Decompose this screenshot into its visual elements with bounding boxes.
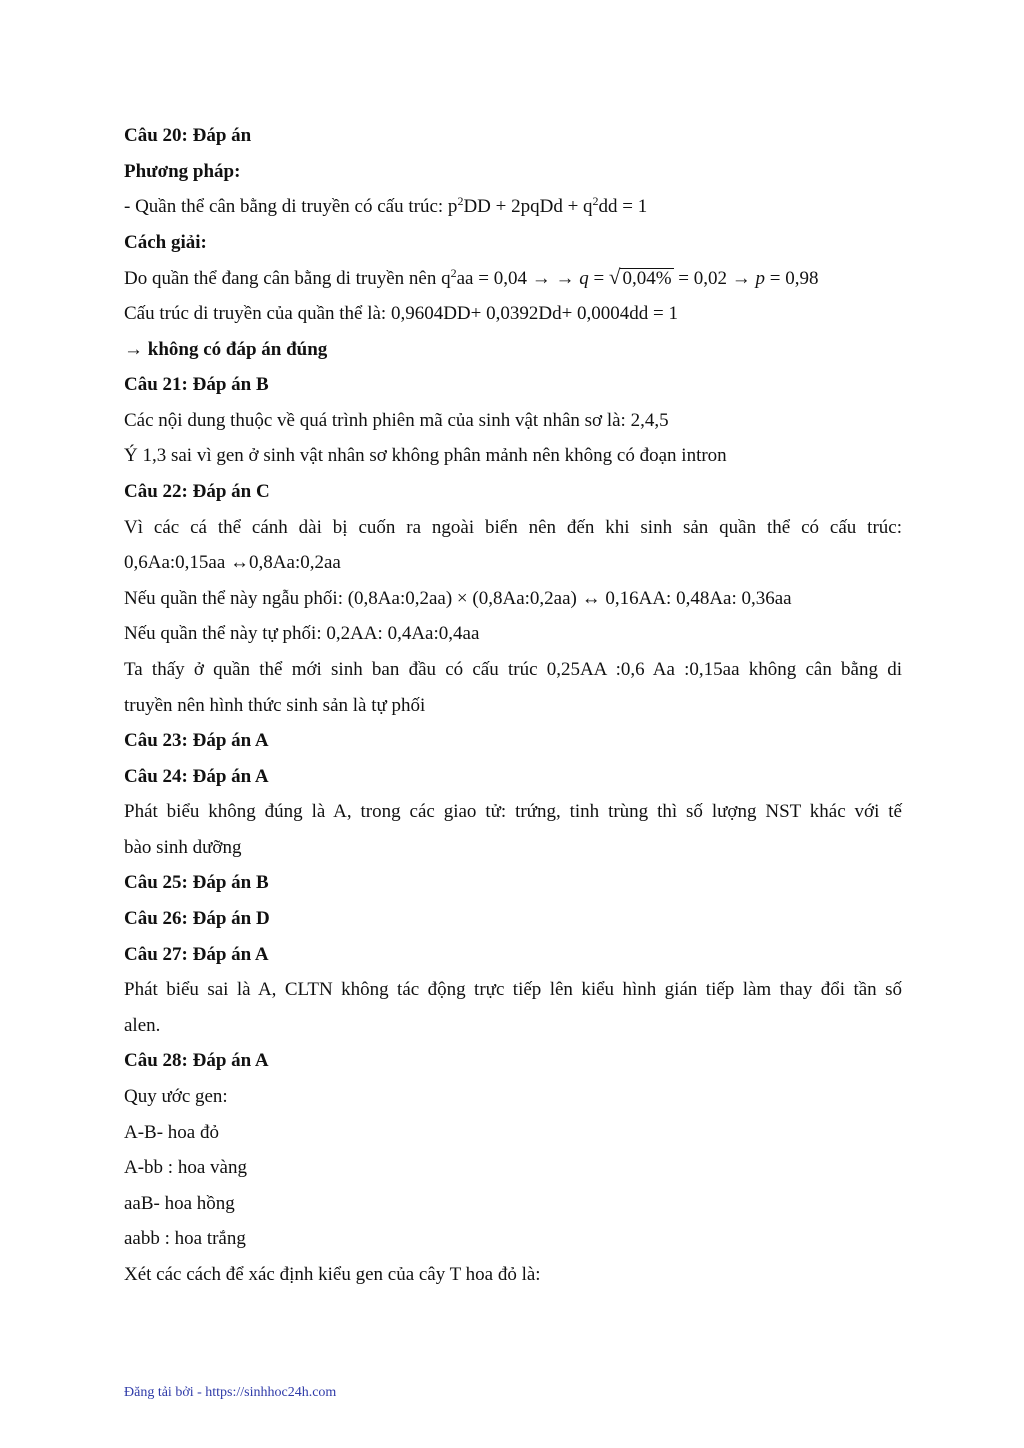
method-heading: Phương pháp: xyxy=(124,160,241,182)
paragraph: Xét các cách để xác định kiểu gen của cây T hoa đỏ là: xyxy=(124,1264,541,1285)
square-root: 0,04% xyxy=(622,268,672,290)
question-21-heading: Câu 21: Đáp án B xyxy=(124,374,269,396)
paragraph: truyền nên hình thức sinh sản là tự phối xyxy=(124,694,426,716)
paragraph: Nếu quần thể này ngẫu phối: (0,8Aa:0,2aa) × (0,8Aa:0,2aa) ↔ 0,16AA: 0,48Aa: 0,36aa xyxy=(124,587,792,609)
paragraph: alen. xyxy=(124,1014,161,1036)
question-26-heading: Câu 26: Đáp án D xyxy=(124,908,270,930)
paragraph: Quy ước gen: xyxy=(124,1086,228,1108)
no-correct-answer: → không có đáp án đúng xyxy=(124,338,328,360)
question-20-heading: Câu 20: Đáp án xyxy=(124,125,252,146)
question-23-heading: Câu 23: Đáp án A xyxy=(124,730,269,752)
paragraph: Vì các cá thể cánh dài bị cuốn ra ngoài biển nên đến khi sinh sản quần thể có cấu trúc: xyxy=(124,516,902,538)
frequency-calculation: Do quần thể đang cân bằng di truyền nên $q^2aa = 0,04$ → → q = √ 0,04% = 0,02 → p = 0,98 xyxy=(124,265,819,290)
gene-convention: aabb : hoa trắng xyxy=(124,1228,246,1250)
question-28-heading: Câu 28: Đáp án A xyxy=(124,1050,269,1072)
paragraph: bào sinh dưỡng xyxy=(124,836,242,858)
paragraph: Phát biểu sai là A, CLTN không tác động trực tiếp lên kiểu hình gián tiếp làm thay đổi tần số xyxy=(124,979,902,1001)
paragraph: Nếu quần thể này tự phối: 0,2AA: 0,4Aa:0,4aa xyxy=(124,623,480,645)
question-27-heading: Câu 27: Đáp án A xyxy=(124,943,269,965)
question-25-heading: Câu 25: Đáp án B xyxy=(124,872,269,894)
genetic-structure: Cấu trúc di truyền của quần thể là: 0,9604DD+ 0,0392Dd+ 0,0004dd = 1 xyxy=(124,302,679,324)
hardy-weinberg-formula: - Quần thể cân bằng di truyền có cấu trúc: $p^2DD$ + 2pqDd + $q^2dd = 1$ xyxy=(124,194,648,218)
paragraph: Các nội dung thuộc về quá trình phiên mã của sinh vật nhân sơ là: 2,4,5 xyxy=(124,409,669,431)
paragraph: 0,6Aa:0,15aa ↔0,8Aa:0,2aa xyxy=(124,552,341,574)
footer-link[interactable]: Đăng tải bởi - https://sinhhoc24h.com xyxy=(124,1385,337,1400)
gene-convention: A-bb : hoa vàng xyxy=(124,1157,247,1179)
question-22-heading: Câu 22: Đáp án C xyxy=(124,480,270,502)
document-body xyxy=(124,118,902,1293)
gene-convention: aaB- hoa hồng xyxy=(124,1192,235,1214)
solution-heading: Cách giải: xyxy=(124,231,207,253)
paragraph: Ý 1,3 sai vì gen ở sinh vật nhân sơ không phân mảnh nên không có đoạn intron xyxy=(124,445,727,467)
question-24-heading: Câu 24: Đáp án A xyxy=(124,765,269,787)
paragraph: Ta thấy ở quần thể mới sinh ban đầu có cấu trúc 0,25AA :0,6 Aa :0,15aa không cân bằng di xyxy=(124,658,902,680)
gene-convention: A-B- hoa đỏ xyxy=(124,1121,219,1143)
paragraph: Phát biểu không đúng là A, trong các giao tử: trứng, tinh trùng thì số lượng NST khác với tế xyxy=(124,801,902,823)
